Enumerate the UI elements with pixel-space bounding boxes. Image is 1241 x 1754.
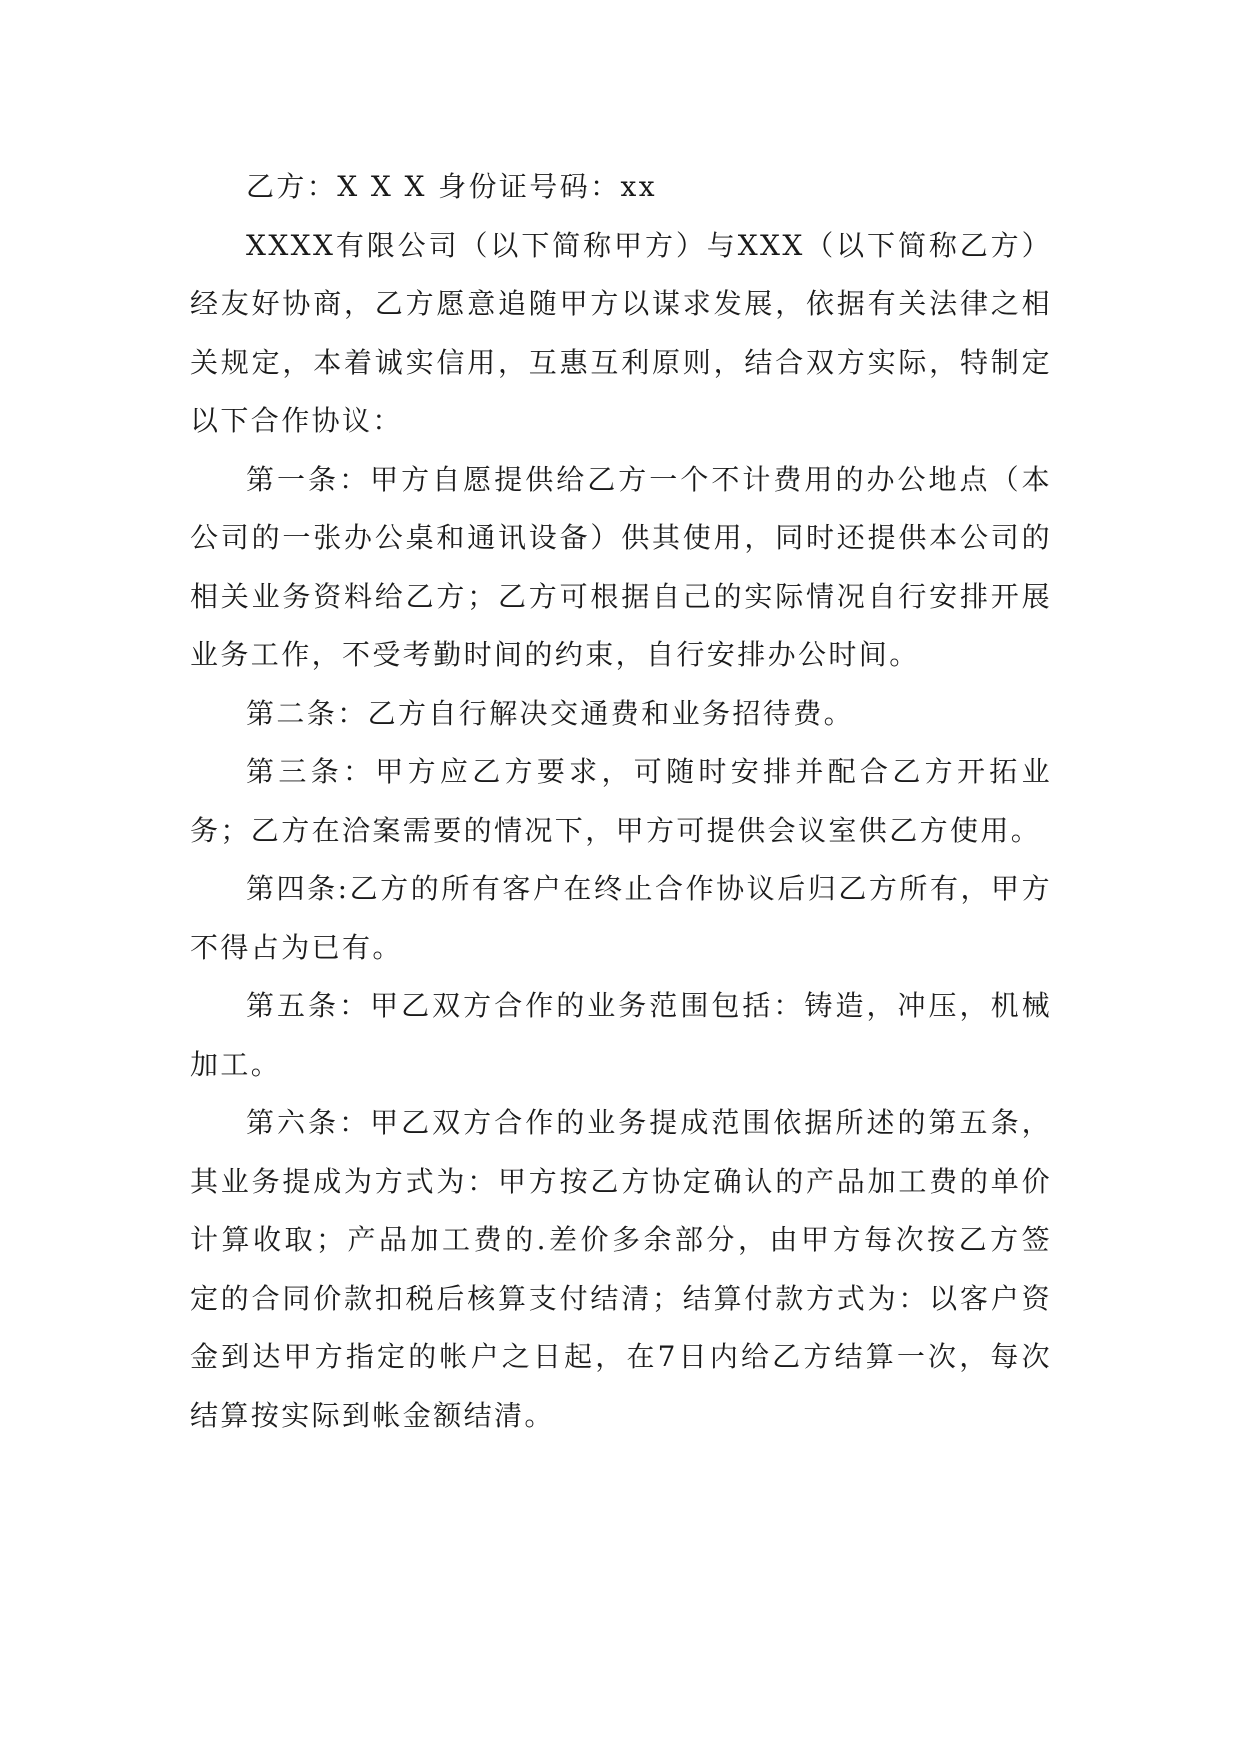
article-3: 第三条：甲方应乙方要求，可随时安排并配合乙方开拓业务；乙方在洽案需要的情况下，甲方可提供会议室供乙方使用。 — [190, 755, 1052, 847]
article-5: 第五条：甲乙双方合作的业务范围包括：铸造，冲压，机械加工。 — [190, 989, 1052, 1081]
article-1: 第一条：甲方自愿提供给乙方一个不计费用的办公地点（本公司的一张办公桌和通讯设备）供其使用，同时还提供本公司的相关业务资料给乙方；乙方可根据自己的实际情况自行安排开展业务工作，不受考勤时间的约束，自行安排办公时间。 — [190, 462, 1052, 671]
preamble-paragraph: XXXX有限公司（以下简称甲方）与XXX（以下简称乙方）经友好协商，乙方愿意追随甲方以谋求发展，依据有关法律之相关规定，本着诚实信用，互惠互利原则，结合双方实际，特制定以下合作协议： — [190, 228, 1052, 437]
article-2: 第二条：乙方自行解决交通费和业务招待费。 — [246, 696, 855, 730]
party-b-id-line: 乙方：X X X 身份证号码：xx — [246, 170, 657, 203]
document-body — [190, 158, 1052, 1445]
article-6: 第六条：甲乙双方合作的业务提成范围依据所述的第五条，其业务提成为方式为：甲方按乙方协定确认的产品加工费的单价计算收取；产品加工费的.差价多余部分，由甲方每次按乙方签定的合同价款扣税后核算支付结清；结算付款方式为：以客户资金到达甲方指定的帐户之日起，在7日内给乙方结算一次，每次结算按实际到帐金额结清。 — [190, 1106, 1052, 1432]
article-4: 第四条:乙方的所有客户在终止合作协议后归乙方所有，甲方不得占为已有。 — [190, 872, 1052, 964]
